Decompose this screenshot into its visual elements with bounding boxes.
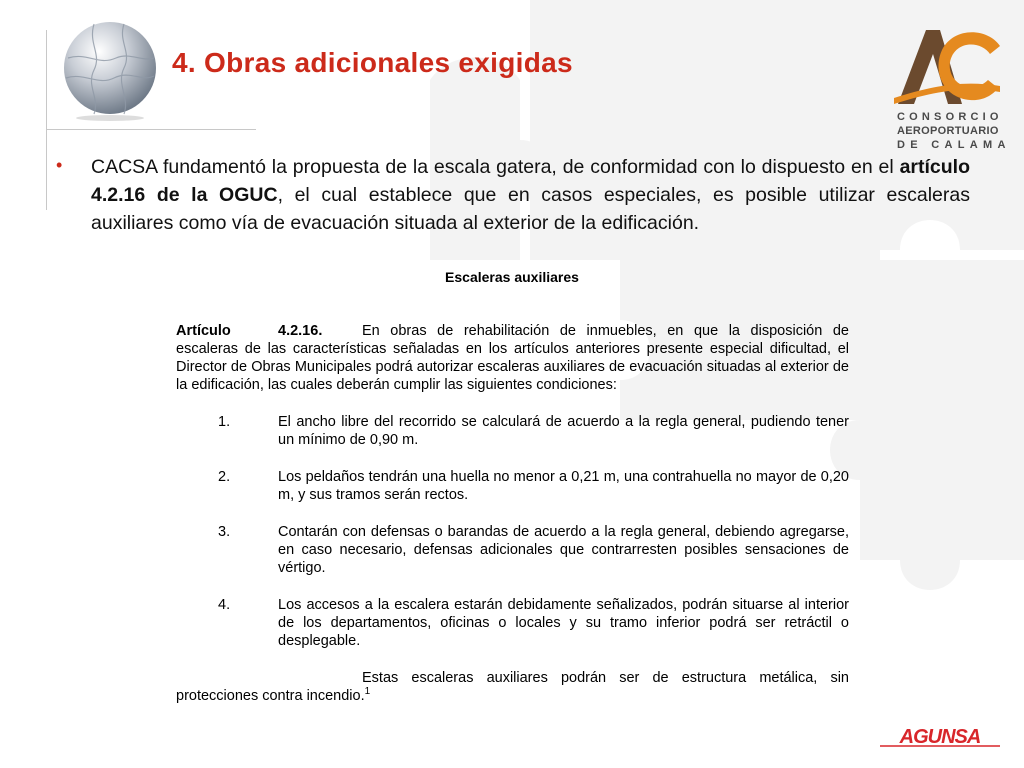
article-intro-text: En obras de rehabilitación de inmuebles, en que la disposición de escaleras de las características señaladas en los artículos anteriores presente especial dificultad, el Director de Obras Municipales podrá autorizar escaleras auxiliares de evacuación situadas al exterior de la edificación, las cuales deberán cumplir las siguientes condiciones: [176, 323, 849, 393]
logo-line-3: DE CALAMA [897, 139, 1011, 151]
list-item-text: Los accesos a la escalera estarán debidamente señalizados, podrán situarse al interior de los departamentos, oficinas o locales y su tramo inferior podrá ser retráctil o desplegable. [278, 597, 849, 649]
globe-puzzle-icon [58, 18, 162, 122]
bullet-text-part1: CACSA fundamentó la propuesta de la escala gatera, de conformidad con lo dispuesto en el [91, 156, 900, 178]
list-item-number: 1. [218, 414, 231, 430]
logo-line-1: CONSORCIO [897, 111, 1003, 123]
list-item [176, 413, 849, 449]
bullet-point [56, 153, 970, 237]
article-number: 4.2.16. [278, 323, 323, 339]
agunsa-logo [880, 724, 1000, 748]
bullet-text-part2: , el cual establece que en casos especiales, es posible utilizar escaleras auxiliares como vía de evacuación situada al exterior de la edificación. [91, 184, 970, 234]
closing-text: Estas escaleras auxiliares podrán ser de estructura metálica, sin protecciones contra incendio. [176, 670, 849, 704]
list-item [176, 596, 849, 650]
bullet-text [91, 153, 970, 237]
closing-paragraph [176, 669, 849, 705]
logo-line-2: AEROPORTUARIO [897, 125, 999, 137]
consorcio-logo-text [897, 110, 1011, 152]
list-item-text: El ancho libre del recorrido se calculará de acuerdo a la regla general, pudiendo tener un mínimo de 0,90 m. [278, 414, 849, 448]
page-title: 4. Obras adicionales exigidas [172, 47, 573, 78]
list-item-number: 3. [218, 524, 231, 540]
list-item [176, 468, 849, 504]
bullet-marker: • [56, 155, 63, 175]
list-item-number: 2. [218, 469, 231, 485]
document-heading: Escaleras auxiliares [445, 269, 579, 285]
article-intro [176, 322, 849, 394]
list-item-text: Contarán con defensas o barandas de acuerdo a la regla general, debiendo agregarse, en caso necesario, defensas adicionales que contrarresten posibles sensaciones de vértigo. [278, 524, 849, 576]
agunsa-logo-text: AGUNSA [899, 726, 981, 748]
footnote-mark: 1 [364, 686, 371, 698]
left-vertical-rule [46, 30, 47, 210]
article-label: Artículo [176, 323, 231, 339]
document-excerpt [176, 322, 849, 705]
list-item [176, 523, 849, 577]
bullet-text-bold: artículo 4.2.16 de la OGUC [91, 156, 970, 206]
list-item-text: Los peldaños tendrán una huella no menor a 0,21 m, una contrahuella no mayor de 0,20 m, y sus tramos serán rectos. [278, 469, 849, 503]
header-horizontal-rule [46, 129, 256, 130]
list-item-number: 4. [218, 597, 231, 613]
